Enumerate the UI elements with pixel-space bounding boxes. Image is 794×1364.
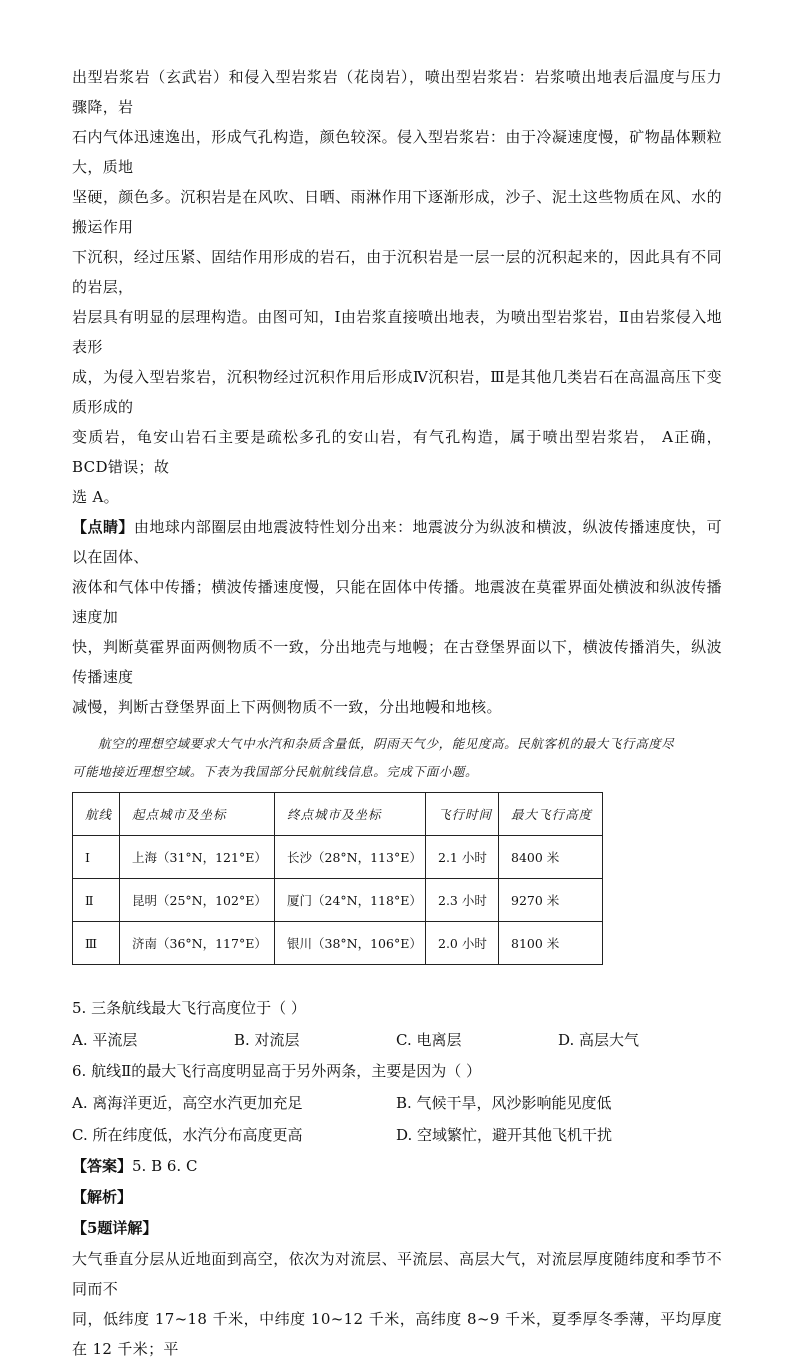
table-cell: 8100 米 xyxy=(499,922,603,965)
explanation-line: 选 A。 xyxy=(72,488,120,506)
option-row xyxy=(72,1119,722,1151)
explanation-line: 石内气体迅速逸出，形成气孔构造，颜色较深。侵入型岩浆岩：由于冷凝速度慢，矿物晶体颗粒大，质地 xyxy=(72,128,722,176)
table-cell: 2.0 小时 xyxy=(426,922,499,965)
question-stem: 5. 三条航线最大飞行高度位于（ ） xyxy=(72,999,306,1017)
table-cell: Ⅲ xyxy=(73,922,120,965)
table-cell: 2.3 小时 xyxy=(426,879,499,922)
dianjing-line: 液体和气体中传播；横波传播速度慢，只能在固体中传播。地震波在莫霍界面处横波和纵波传播速度加 xyxy=(72,578,722,626)
explanation-line: 成，为侵入型岩浆岩，沉积物经过沉积作用后形成Ⅳ沉积岩，Ⅲ是其他几类岩石在高温高压下变质形成的 xyxy=(72,368,722,416)
header-cell: 终点城市及坐标 xyxy=(275,793,426,836)
option-d[interactable]: D. 空域繁忙，避开其他飞机干扰 xyxy=(396,1126,613,1144)
explanation-line: 出型岩浆岩（玄武岩）和侵入型岩浆岩（花岗岩），喷出型岩浆岩：岩浆喷出地表后温度与压力骤降，岩 xyxy=(72,68,722,116)
table-cell: 济南（36°N，117°E） xyxy=(120,922,275,965)
dianjing-text: 由地球内部圈层由地震波特性划分出来：地震波分为纵波和横波，纵波传播速度快，可以在固体、 xyxy=(72,518,722,566)
header-cell: 飞行时间 xyxy=(426,793,499,836)
option-a[interactable]: A. 离海洋更近，高空水汽更加充足 xyxy=(72,1094,303,1112)
intro-line: 可能地接近理想空域。下表为我国部分民航航线信息。完成下面小题。 xyxy=(72,764,479,779)
table-cell: 银川（38°N，106°E） xyxy=(275,922,426,965)
detail-line: 同，低纬度 17~18 千米，中纬度 10~12 千米，高纬度 8~9 千米，夏季厚冬季薄，平均厚度在 12 千米；平 xyxy=(72,1310,722,1358)
table-cell: 9270 米 xyxy=(499,879,603,922)
option-row xyxy=(72,1024,722,1056)
dianjing-line: 快，判断莫霍界面两侧物质不一致，分出地壳与地幔；在古登堡界面以下，横波传播消失，纵波传播速度 xyxy=(72,638,722,686)
header-cell: 最大飞行高度 xyxy=(499,793,603,836)
answer-line xyxy=(72,1151,722,1182)
detail-line: 大气垂直分层从近地面到高空，依次为对流层、平流层、高层大气，对流层厚度随纬度和季节不同而不 xyxy=(72,1250,722,1298)
table-cell: 上海（31°N，121°E） xyxy=(120,836,275,879)
table-row xyxy=(73,836,603,879)
dianjing-line: 减慢，判断古登堡界面上下两侧物质不一致，分出地幔和地核。 xyxy=(72,698,502,716)
table-cell: 长沙（28°N，113°E） xyxy=(275,836,426,879)
answer-tag: 【答案】 xyxy=(72,1157,133,1175)
option-a[interactable]: A. 平流层 xyxy=(72,1031,138,1049)
table-cell: 昆明（25°N，102°E） xyxy=(120,879,275,922)
document-page xyxy=(72,62,722,1364)
table-cell: Ⅰ xyxy=(73,836,120,879)
table-row xyxy=(73,879,603,922)
routes-table xyxy=(72,792,603,965)
option-row xyxy=(72,1087,722,1119)
question-5 xyxy=(72,993,722,1056)
explanation-block xyxy=(72,62,722,512)
q5-detail-tag: 【5题详解】 xyxy=(72,1219,158,1237)
answer-text: 5. B 6. C xyxy=(132,1157,198,1175)
header-cell: 起点城市及坐标 xyxy=(120,793,275,836)
analysis-tag: 【解析】 xyxy=(72,1188,133,1206)
explanation-line: 坚硬，颜色多。沉积岩是在风吹、日晒、雨淋作用下逐渐形成，沙子、泥土这些物质在风、水的搬运作用 xyxy=(72,188,722,236)
table-cell: 厦门（24°N，118°E） xyxy=(275,879,426,922)
option-b[interactable]: B. 对流层 xyxy=(234,1031,300,1049)
option-b[interactable]: B. 气候干旱，风沙影响能见度低 xyxy=(396,1094,612,1112)
table-cell: 2.1 小时 xyxy=(426,836,499,879)
detail-block xyxy=(72,1244,722,1364)
option-d[interactable]: D. 高层大气 xyxy=(558,1031,640,1049)
option-c[interactable]: C. 电离层 xyxy=(396,1031,462,1049)
question-6 xyxy=(72,1056,722,1151)
question-stem: 6. 航线Ⅱ的最大飞行高度明显高于另外两条，主要是因为（ ） xyxy=(72,1062,482,1080)
explanation-line: 岩层具有明显的层理构造。由图可知，Ⅰ由岩浆直接喷出地表，为喷出型岩浆岩，Ⅱ由岩浆侵入地表形 xyxy=(72,308,722,356)
table-cell: Ⅱ xyxy=(73,879,120,922)
table-header-row xyxy=(73,793,603,836)
explanation-line: 下沉积，经过压紧、固结作用形成的岩石，由于沉积岩是一层一层的沉积起来的，因此具有不同的岩层， xyxy=(72,248,722,296)
dianjing-block xyxy=(72,512,722,722)
table-cell: 8400 米 xyxy=(499,836,603,879)
intro-line: 航空的理想空域要求大气中水汽和杂质含量低，阴雨天气少，能见度高。民航客机的最大飞行高度尽 xyxy=(98,736,675,751)
dianjing-tag: 【点睛】 xyxy=(72,518,134,536)
dianjing-line xyxy=(72,512,722,572)
option-c[interactable]: C. 所在纬度低，水汽分布高度更高 xyxy=(72,1126,303,1144)
header-cell: 航线 xyxy=(73,793,120,836)
explanation-line: 变质岩，龟安山岩石主要是疏松多孔的安山岩，有气孔构造，属于喷出型岩浆岩， A正确，BCD错误；故 xyxy=(72,428,722,476)
table-row xyxy=(73,922,603,965)
